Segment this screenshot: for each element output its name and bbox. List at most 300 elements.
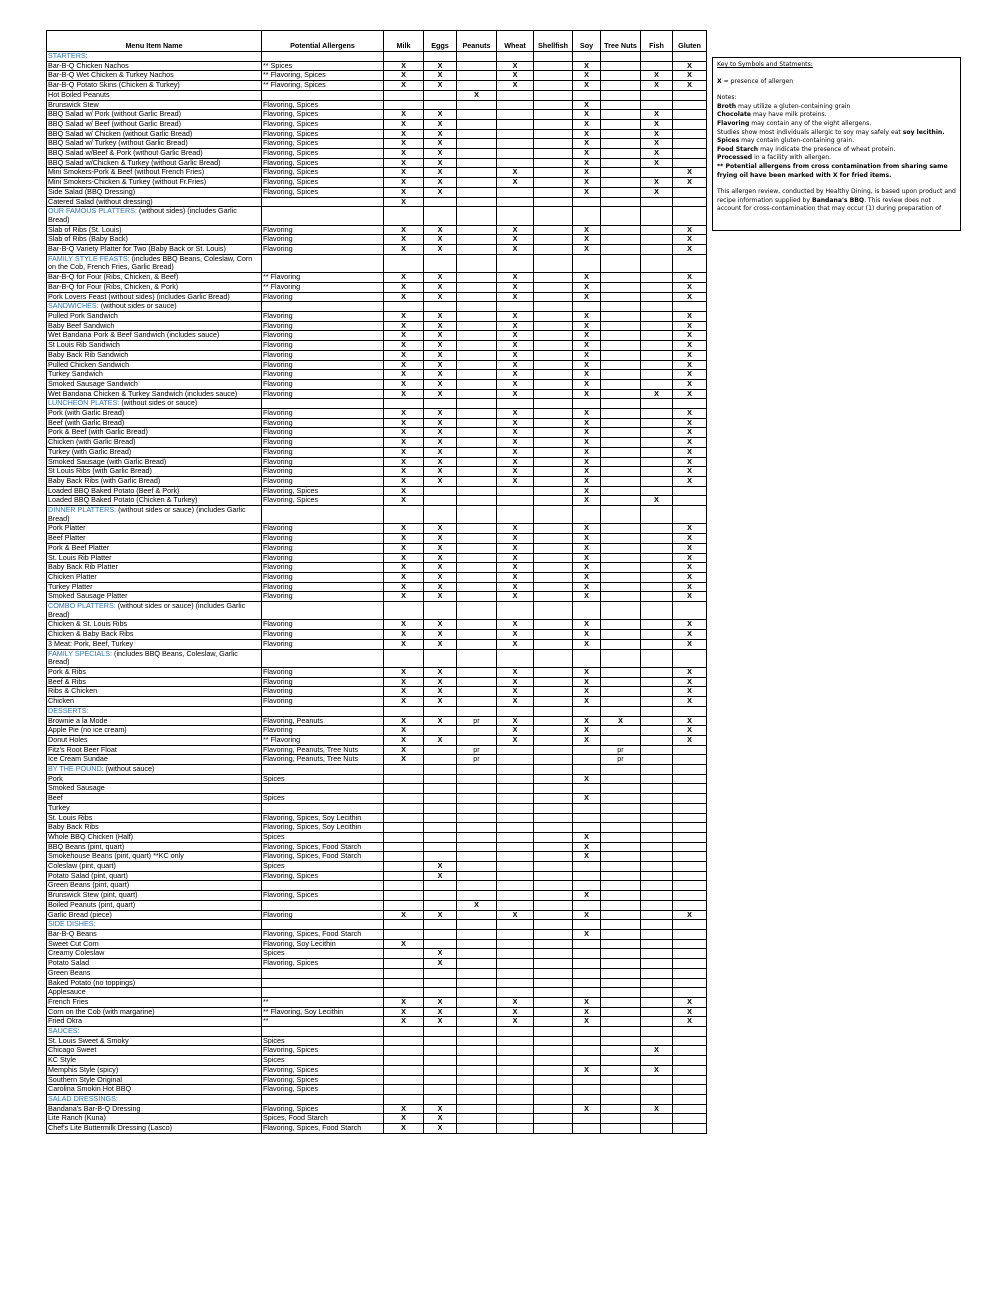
allergen-mark: X — [641, 81, 673, 91]
allergen-mark — [457, 988, 497, 998]
allergen-mark — [534, 959, 573, 969]
allergen-mark — [673, 1065, 707, 1075]
allergen-mark: X — [573, 716, 601, 726]
allergen-mark: X — [497, 292, 534, 302]
allergen-mark: X — [424, 428, 457, 438]
allergen-mark — [601, 968, 641, 978]
allergen-mark — [641, 311, 673, 321]
allergen-mark — [601, 409, 641, 419]
allergen-mark — [497, 959, 534, 969]
allergen-mark: X — [384, 563, 424, 573]
allergen-mark — [497, 100, 534, 110]
allergen-mark: X — [384, 726, 424, 736]
table-row — [47, 553, 707, 563]
allergen-mark — [534, 891, 573, 901]
empty-cell — [573, 765, 601, 775]
allergen-mark — [534, 620, 573, 630]
allergen-mark — [534, 168, 573, 178]
table-row — [47, 949, 707, 959]
allergen-mark — [457, 959, 497, 969]
empty-cell — [573, 1027, 601, 1037]
allergen-mark — [457, 178, 497, 188]
allergen-mark: X — [384, 630, 424, 640]
empty-cell — [457, 399, 497, 409]
allergen-mark: X — [424, 1114, 457, 1124]
key-note-text: may contain gluten-containing grain. — [739, 137, 855, 145]
allergen-mark: X — [384, 476, 424, 486]
potential-allergens — [262, 968, 384, 978]
empty-cell — [641, 602, 673, 620]
allergen-mark — [601, 245, 641, 255]
allergen-mark — [673, 891, 707, 901]
allergen-mark — [601, 784, 641, 794]
allergen-mark — [641, 292, 673, 302]
allergen-mark — [457, 71, 497, 81]
allergen-mark — [601, 139, 641, 149]
empty-cell — [262, 506, 384, 524]
menu-item-name: Turkey — [47, 803, 262, 813]
allergen-mark — [384, 1075, 424, 1085]
menu-item-name: Turkey Platter — [47, 582, 262, 592]
allergen-mark — [673, 139, 707, 149]
allergen-mark: X — [384, 1104, 424, 1114]
table-row — [47, 813, 707, 823]
allergen-mark — [534, 697, 573, 707]
allergen-mark — [601, 350, 641, 360]
menu-item-name: Slab of Ribs (St. Louis) — [47, 225, 262, 235]
potential-allergens — [262, 784, 384, 794]
allergen-mark — [641, 321, 673, 331]
menu-item-name: St. Louis Ribs — [47, 813, 262, 823]
allergen-mark — [534, 1007, 573, 1017]
potential-allergens: Flavoring, Peanuts — [262, 716, 384, 726]
empty-cell — [424, 706, 457, 716]
allergen-mark — [534, 457, 573, 467]
menu-item-name: Chicken Platter — [47, 572, 262, 582]
potential-allergens: ** — [262, 1017, 384, 1027]
section-note: (without sides) (includes Garlic Bread) — [48, 206, 237, 224]
allergen-mark: X — [424, 862, 457, 872]
empty-cell — [673, 765, 707, 775]
menu-item-name: Bar-B-Q for Four (Ribs, Chicken, & Beef) — [47, 273, 262, 283]
allergen-mark: X — [424, 630, 457, 640]
allergen-mark: X — [384, 139, 424, 149]
section-row — [47, 920, 707, 930]
allergen-mark: X — [497, 997, 534, 1007]
allergen-mark — [641, 745, 673, 755]
empty-cell — [262, 1094, 384, 1104]
allergen-mark — [497, 988, 534, 998]
allergen-mark — [457, 360, 497, 370]
allergen-mark: X — [573, 563, 601, 573]
allergen-mark — [673, 949, 707, 959]
potential-allergens: Flavoring — [262, 321, 384, 331]
allergen-mark — [673, 852, 707, 862]
allergen-mark — [534, 409, 573, 419]
potential-allergens: Spices — [262, 949, 384, 959]
allergen-mark: X — [573, 639, 601, 649]
empty-cell — [384, 1027, 424, 1037]
section-heading — [47, 1027, 262, 1037]
allergen-mark — [534, 524, 573, 534]
allergen-mark — [534, 997, 573, 1007]
allergen-mark — [573, 90, 601, 100]
table-row — [47, 350, 707, 360]
allergen-mark: X — [673, 438, 707, 448]
allergen-mark — [457, 321, 497, 331]
table-row — [47, 639, 707, 649]
allergen-mark — [641, 447, 673, 457]
section-title: STARTERS: — [48, 51, 88, 60]
menu-item-name: 3 Meat: Pork, Beef, Turkey — [47, 639, 262, 649]
potential-allergens: Flavoring — [262, 379, 384, 389]
allergen-mark: X — [497, 677, 534, 687]
menu-item-name: Turkey (with Garlic Bread) — [47, 447, 262, 457]
empty-cell — [673, 52, 707, 62]
allergen-mark: X — [424, 409, 457, 419]
table-row — [47, 467, 707, 477]
menu-item-name: BBQ Salad w/ Pork (without Garlic Bread) — [47, 110, 262, 120]
empty-cell — [641, 920, 673, 930]
empty-cell — [497, 207, 534, 225]
table-row — [47, 245, 707, 255]
empty-cell — [601, 1094, 641, 1104]
table-row — [47, 852, 707, 862]
table-row — [47, 774, 707, 784]
allergen-mark — [673, 784, 707, 794]
allergen-mark: X — [573, 1065, 601, 1075]
empty-cell — [641, 1094, 673, 1104]
allergen-mark — [641, 235, 673, 245]
empty-cell — [262, 649, 384, 667]
potential-allergens: Flavoring — [262, 534, 384, 544]
allergen-mark — [534, 978, 573, 988]
menu-item-name: Bar-B-Q for Four (Ribs, Chicken, & Pork) — [47, 282, 262, 292]
allergen-mark: X — [497, 630, 534, 640]
allergen-mark — [384, 852, 424, 862]
allergen-mark: X — [673, 467, 707, 477]
allergen-mark: X — [573, 697, 601, 707]
empty-cell — [497, 1094, 534, 1104]
allergen-mark — [457, 282, 497, 292]
allergen-mark — [497, 1114, 534, 1124]
column-header: Soy — [573, 31, 601, 52]
section-row — [47, 399, 707, 409]
allergen-mark — [457, 524, 497, 534]
menu-item-name: Sweet Cut Corn — [47, 939, 262, 949]
allergen-mark: X — [384, 486, 424, 496]
allergen-mark — [497, 939, 534, 949]
allergen-mark — [601, 852, 641, 862]
section-title: DESSERTS: — [48, 706, 89, 715]
allergen-mark — [673, 881, 707, 891]
allergen-mark — [457, 997, 497, 1007]
allergen-mark: X — [424, 331, 457, 341]
menu-item-name: Beef & Ribs — [47, 677, 262, 687]
allergen-mark: X — [497, 910, 534, 920]
table-row — [47, 438, 707, 448]
potential-allergens: ** Flavoring, Soy Lecithin — [262, 1007, 384, 1017]
allergen-mark: X — [673, 534, 707, 544]
allergen-mark — [457, 563, 497, 573]
allergen-mark — [641, 524, 673, 534]
empty-cell — [641, 649, 673, 667]
empty-cell — [424, 765, 457, 775]
allergen-mark — [641, 1085, 673, 1095]
allergen-mark: X — [497, 1017, 534, 1027]
allergen-mark — [601, 881, 641, 891]
potential-allergens: Flavoring — [262, 524, 384, 534]
allergen-mark: X — [424, 360, 457, 370]
allergen-mark: X — [424, 235, 457, 245]
allergen-mark — [457, 331, 497, 341]
allergen-mark: X — [573, 735, 601, 745]
allergen-mark — [424, 726, 457, 736]
section-row — [47, 765, 707, 775]
allergen-mark — [641, 467, 673, 477]
allergen-mark — [497, 900, 534, 910]
allergen-mark — [457, 697, 497, 707]
allergen-mark — [457, 1104, 497, 1114]
allergen-mark — [673, 803, 707, 813]
allergen-mark: X — [497, 235, 534, 245]
allergen-mark — [534, 370, 573, 380]
key-note-term: Processed — [717, 154, 753, 162]
allergen-mark — [384, 1065, 424, 1075]
potential-allergens: Flavoring — [262, 447, 384, 457]
menu-item-name: Ribs & Chicken — [47, 687, 262, 697]
allergen-mark — [534, 110, 573, 120]
allergen-mark: X — [424, 292, 457, 302]
allergen-mark — [641, 90, 673, 100]
allergen-mark — [641, 360, 673, 370]
allergen-mark — [641, 282, 673, 292]
allergen-mark — [497, 842, 534, 852]
allergen-mark — [534, 543, 573, 553]
allergen-mark: X — [641, 139, 673, 149]
allergen-mark — [534, 582, 573, 592]
allergen-mark — [641, 486, 673, 496]
allergen-mark — [641, 852, 673, 862]
allergen-mark — [534, 476, 573, 486]
potential-allergens: Flavoring, Spices — [262, 100, 384, 110]
key-symbol-line — [717, 78, 956, 87]
empty-cell — [457, 1027, 497, 1037]
allergen-mark — [573, 968, 601, 978]
menu-item-name: Coleslaw (pint, quart) — [47, 862, 262, 872]
allergen-mark — [424, 929, 457, 939]
allergen-mark — [384, 959, 424, 969]
allergen-mark: X — [673, 716, 707, 726]
allergen-mark: X — [673, 726, 707, 736]
empty-cell — [534, 602, 573, 620]
key-review-brand: Bandana's BBQ — [811, 196, 865, 204]
potential-allergens: ** Flavoring — [262, 735, 384, 745]
table-row — [47, 881, 707, 891]
menu-item-name: Loaded BBQ Baked Potato (Beef & Pork) — [47, 486, 262, 496]
allergen-mark — [641, 245, 673, 255]
allergen-mark — [534, 496, 573, 506]
menu-item-name: Bar-B-Q Chicken Nachos — [47, 61, 262, 71]
allergen-mark — [457, 832, 497, 842]
allergen-mark: X — [673, 321, 707, 331]
allergen-mark: X — [424, 910, 457, 920]
allergen-mark — [424, 813, 457, 823]
empty-cell — [457, 254, 497, 272]
allergen-mark — [601, 119, 641, 129]
allergen-mark — [601, 1104, 641, 1114]
allergen-mark — [673, 1056, 707, 1066]
allergen-mark — [457, 929, 497, 939]
allergen-mark — [457, 341, 497, 351]
allergen-mark: X — [641, 1104, 673, 1114]
allergen-mark — [601, 534, 641, 544]
allergen-mark — [457, 1114, 497, 1124]
empty-cell — [262, 52, 384, 62]
allergen-mark — [601, 129, 641, 139]
allergen-mark — [601, 321, 641, 331]
empty-cell — [601, 602, 641, 620]
allergen-mark: X — [384, 331, 424, 341]
allergen-mark: X — [384, 687, 424, 697]
allergen-mark — [497, 197, 534, 207]
allergen-mark: X — [384, 350, 424, 360]
menu-item-name: Side Salad (BBQ Dressing) — [47, 187, 262, 197]
empty-cell — [497, 602, 534, 620]
potential-allergens: Flavoring, Spices — [262, 149, 384, 159]
allergen-mark — [457, 891, 497, 901]
empty-cell — [673, 506, 707, 524]
empty-cell — [384, 920, 424, 930]
allergen-mark: X — [497, 467, 534, 477]
allergen-mark — [601, 428, 641, 438]
allergen-mark — [641, 832, 673, 842]
allergen-mark — [457, 428, 497, 438]
allergen-mark: X — [424, 389, 457, 399]
key-note-text: may contain any of the eight allergens. — [749, 119, 872, 127]
table-row — [47, 630, 707, 640]
allergen-mark — [457, 225, 497, 235]
empty-cell — [424, 302, 457, 312]
empty-cell — [534, 254, 573, 272]
allergen-mark — [601, 891, 641, 901]
allergen-mark: X — [384, 447, 424, 457]
allergen-mark: X — [573, 438, 601, 448]
allergen-mark — [641, 438, 673, 448]
menu-item-name: St Louis Ribs (with Garlic Bread) — [47, 467, 262, 477]
allergen-mark — [573, 1114, 601, 1124]
allergen-mark — [457, 881, 497, 891]
empty-cell — [262, 302, 384, 312]
allergen-mark — [497, 784, 534, 794]
allergen-mark — [601, 81, 641, 91]
allergen-mark: X — [497, 225, 534, 235]
allergen-mark — [534, 784, 573, 794]
column-header: Fish — [641, 31, 673, 52]
allergen-mark — [497, 813, 534, 823]
allergen-mark — [641, 1114, 673, 1124]
allergen-mark: X — [573, 311, 601, 321]
allergen-mark — [673, 929, 707, 939]
table-row — [47, 457, 707, 467]
allergen-mark — [457, 735, 497, 745]
allergen-mark: X — [497, 178, 534, 188]
potential-allergens: Flavoring — [262, 457, 384, 467]
empty-cell — [641, 302, 673, 312]
allergen-mark: X — [384, 677, 424, 687]
allergen-mark — [573, 1124, 601, 1134]
allergen-mark — [573, 988, 601, 998]
key-note-term: Flavoring — [717, 119, 750, 127]
allergen-mark — [641, 620, 673, 630]
empty-cell — [601, 254, 641, 272]
potential-allergens: Flavoring, Spices, Food Starch — [262, 842, 384, 852]
allergen-mark — [601, 842, 641, 852]
allergen-mark: X — [673, 687, 707, 697]
allergen-mark — [424, 1056, 457, 1066]
table-row — [47, 168, 707, 178]
allergen-mark: X — [673, 409, 707, 419]
key-note-text: may utilize a gluten-containing grain — [736, 102, 851, 110]
empty-cell — [497, 52, 534, 62]
allergen-mark: X — [384, 910, 424, 920]
allergen-mark: X — [497, 409, 534, 419]
potential-allergens: Flavoring — [262, 697, 384, 707]
allergen-mark — [384, 1046, 424, 1056]
allergen-mark: X — [424, 321, 457, 331]
section-heading — [47, 254, 262, 272]
allergen-mark: X — [497, 389, 534, 399]
table-row — [47, 745, 707, 755]
table-row — [47, 158, 707, 168]
allergen-mark: X — [673, 592, 707, 602]
potential-allergens: Flavoring — [262, 582, 384, 592]
allergen-mark: X — [497, 524, 534, 534]
empty-cell — [424, 506, 457, 524]
allergen-mark — [641, 997, 673, 1007]
allergen-mark — [497, 1124, 534, 1134]
allergen-mark — [641, 881, 673, 891]
allergen-mark — [673, 871, 707, 881]
allergen-mark — [424, 978, 457, 988]
allergen-mark: X — [384, 553, 424, 563]
empty-cell — [384, 765, 424, 775]
empty-cell — [384, 399, 424, 409]
table-row — [47, 524, 707, 534]
allergen-mark — [457, 139, 497, 149]
table-row — [47, 592, 707, 602]
allergen-mark — [497, 139, 534, 149]
allergen-mark — [457, 939, 497, 949]
allergen-mark — [534, 1065, 573, 1075]
potential-allergens — [262, 988, 384, 998]
allergen-mark: X — [673, 582, 707, 592]
section-note: (without sauce) — [103, 764, 155, 774]
allergen-mark: X — [424, 311, 457, 321]
allergen-mark — [641, 735, 673, 745]
empty-cell — [497, 765, 534, 775]
potential-allergens: Flavoring, Spices — [262, 486, 384, 496]
allergen-mark: X — [424, 273, 457, 283]
allergen-mark: X — [573, 726, 601, 736]
table-row — [47, 225, 707, 235]
allergen-mark — [573, 871, 601, 881]
allergen-mark — [641, 794, 673, 804]
allergen-mark — [497, 774, 534, 784]
allergen-mark — [641, 910, 673, 920]
empty-cell — [424, 254, 457, 272]
menu-item-name: Chicken & Baby Back Ribs — [47, 630, 262, 640]
